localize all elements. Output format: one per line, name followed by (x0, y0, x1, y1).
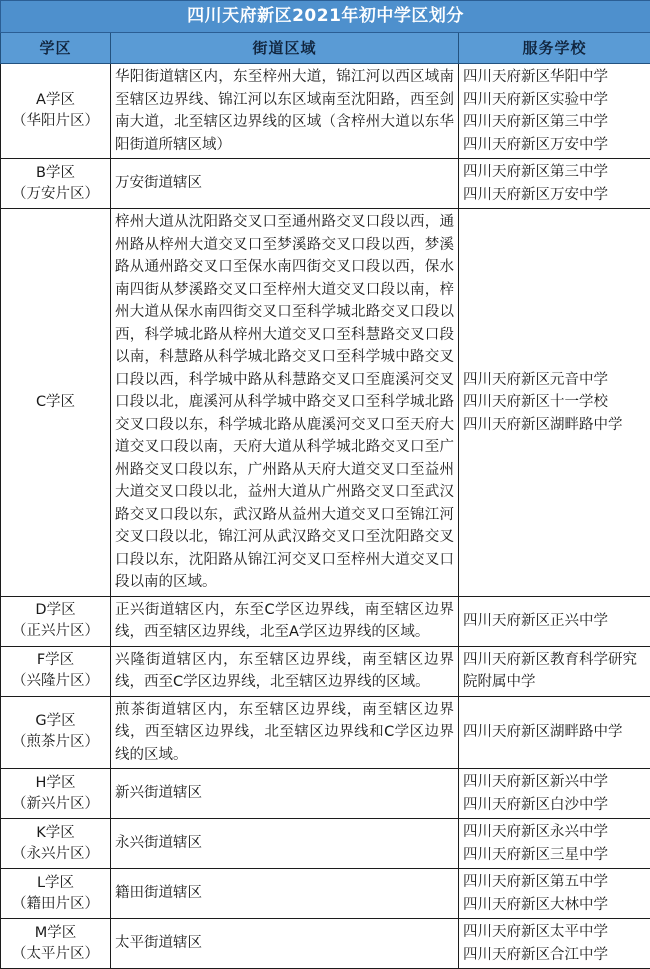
school-name: 四川天府新区第三中学 (463, 111, 646, 134)
zone-cell (1, 819, 111, 869)
table-row (1, 696, 650, 769)
service-school-cell (459, 646, 650, 696)
area-description-cell: 籍田街道辖区 (111, 869, 459, 919)
school-name: 四川天府新区十一学校 (463, 391, 646, 414)
zone-subtitle: （万安片区） (5, 184, 106, 205)
area-description-cell: 万安街道辖区 (111, 159, 459, 209)
zone-subtitle: （太平片区） (5, 944, 106, 965)
school-name: 四川天府新区三星中学 (463, 844, 646, 867)
table-body (1, 1, 650, 969)
service-school-cell (459, 919, 650, 969)
school-name: 四川天府新区新兴中学 (463, 771, 646, 794)
school-name: 四川天府新区正兴中学 (463, 610, 646, 633)
zone-code: M学区 (5, 923, 106, 944)
school-name: 四川天府新区万安中学 (463, 134, 646, 157)
zone-subtitle: （新兴片区） (5, 794, 106, 815)
table-row (1, 209, 650, 597)
service-school-cell (459, 64, 650, 159)
zone-subtitle: （永兴片区） (5, 844, 106, 865)
service-school-cell (459, 596, 650, 646)
service-school-cell (459, 869, 650, 919)
area-description-cell: 永兴街道辖区 (111, 819, 459, 869)
table-row (1, 64, 650, 159)
school-name: 四川天府新区元音中学 (463, 369, 646, 392)
table-row (1, 596, 650, 646)
area-description-cell: 煎茶街道辖区内，东至辖区边界线，南至辖区边界线，西至辖区边界线，北至辖区边界线和C学区边界线的区域。 (111, 696, 459, 769)
school-name: 四川天府新区万安中学 (463, 184, 646, 207)
school-name: 四川天府新区合江中学 (463, 944, 646, 967)
zone-cell (1, 696, 111, 769)
column-header-school: 服务学校 (459, 33, 650, 64)
zone-code: H学区 (5, 773, 106, 794)
school-name: 四川天府新区教育科学研究院附属中学 (463, 649, 646, 694)
column-header-zone: 学区 (1, 33, 111, 64)
school-name: 四川天府新区永兴中学 (463, 821, 646, 844)
school-name: 四川天府新区湖畔路中学 (463, 414, 646, 437)
school-name: 四川天府新区湖畔路中学 (463, 721, 646, 744)
zone-code: A学区 (5, 90, 106, 111)
table-row (1, 919, 650, 969)
service-school-cell (459, 209, 650, 597)
table-row (1, 159, 650, 209)
column-header-area: 街道区域 (111, 33, 459, 64)
zone-cell (1, 64, 111, 159)
service-school-cell (459, 159, 650, 209)
school-name: 四川天府新区大林中学 (463, 894, 646, 917)
title-banner-cell (1, 1, 650, 33)
service-school-cell (459, 769, 650, 819)
zone-cell (1, 209, 111, 597)
zone-cell (1, 646, 111, 696)
column-header-row (1, 33, 650, 64)
table-row (1, 646, 650, 696)
area-description-cell: 新兴街道辖区 (111, 769, 459, 819)
zone-code: C学区 (5, 392, 106, 413)
page-title: 四川天府新区2021年初中学区划分 (1, 5, 650, 27)
table-row (1, 769, 650, 819)
school-name: 四川天府新区白沙中学 (463, 794, 646, 817)
zone-code: L学区 (5, 873, 106, 894)
zone-cell (1, 769, 111, 819)
zone-subtitle: （正兴片区） (5, 621, 106, 642)
area-description-cell: 华阳街道辖区内，东至梓州大道，锦江河以西区域南至辖区边界线、锦江河以东区域南至沈阳路，西至剑南大道，北至辖区边界线的区域（含梓州大道以东华阳街道所辖区域） (111, 64, 459, 159)
zone-cell (1, 919, 111, 969)
school-name: 四川天府新区华阳中学 (463, 66, 646, 89)
zone-subtitle: （煎茶片区） (5, 732, 106, 753)
zone-cell (1, 159, 111, 209)
school-name: 四川天府新区实验中学 (463, 89, 646, 112)
service-school-cell (459, 696, 650, 769)
school-name: 四川天府新区太平中学 (463, 921, 646, 944)
zone-cell (1, 596, 111, 646)
zone-code: D学区 (5, 600, 106, 621)
area-description-cell: 正兴街道辖区内，东至C学区边界线，南至辖区边界线，西至辖区边界线，北至A学区边界线的区域。 (111, 596, 459, 646)
zone-code: F学区 (5, 650, 106, 671)
zone-cell (1, 869, 111, 919)
zone-subtitle: （籍田片区） (5, 894, 106, 915)
zone-subtitle: （兴隆片区） (5, 671, 106, 692)
school-name: 四川天府新区第五中学 (463, 871, 646, 894)
table-row (1, 869, 650, 919)
zone-code: G学区 (5, 711, 106, 732)
zone-subtitle: （华阳片区） (5, 111, 106, 132)
area-description-cell: 兴隆街道辖区内，东至辖区边界线，南至辖区边界线，西至C学区边界线，北至辖区边界线的区域。 (111, 646, 459, 696)
zone-code: K学区 (5, 823, 106, 844)
zone-code: B学区 (5, 163, 106, 184)
area-description-cell: 太平街道辖区 (111, 919, 459, 969)
school-name: 四川天府新区第三中学 (463, 161, 646, 184)
service-school-cell (459, 819, 650, 869)
table-row (1, 819, 650, 869)
area-description-cell: 梓州大道从沈阳路交叉口至通州路交叉口段以西，通州路从梓州大道交叉口至梦溪路交叉口段以西，梦溪路从通州路交叉口至保水南四街交叉口段以西，保水南四街从梦溪路交叉口至梓州大道交叉口段以南，梓州大道从保水南四街交叉口至科学城北路交叉口段以西，科学城北路从梓州大道交叉口至科慧路交叉口段以南，科慧路从科学城北路交叉口至科学城中路交叉口段以西，科学城中路从科慧路交叉口至鹿溪河交叉口段以北，鹿溪河从科学城中路交叉口至科学城北路交叉口段以东，科学城北路从鹿溪河交叉口至天府大道交叉口段以南，天府大道从科学城北路交叉口至广州路交叉口段以东，广州路从天府大道交叉口至益州大道交叉口段以北，益州大道从广州路交叉口至武汉路交叉口段以东，武汉路从益州大道交叉口至锦江河交叉口段以北，锦江河从武汉路交叉口至沈阳路交叉口段以东，沈阳路从锦江河交叉口至梓州大道交叉口段以南的区域。 (111, 209, 459, 597)
title-banner-row (1, 1, 650, 33)
